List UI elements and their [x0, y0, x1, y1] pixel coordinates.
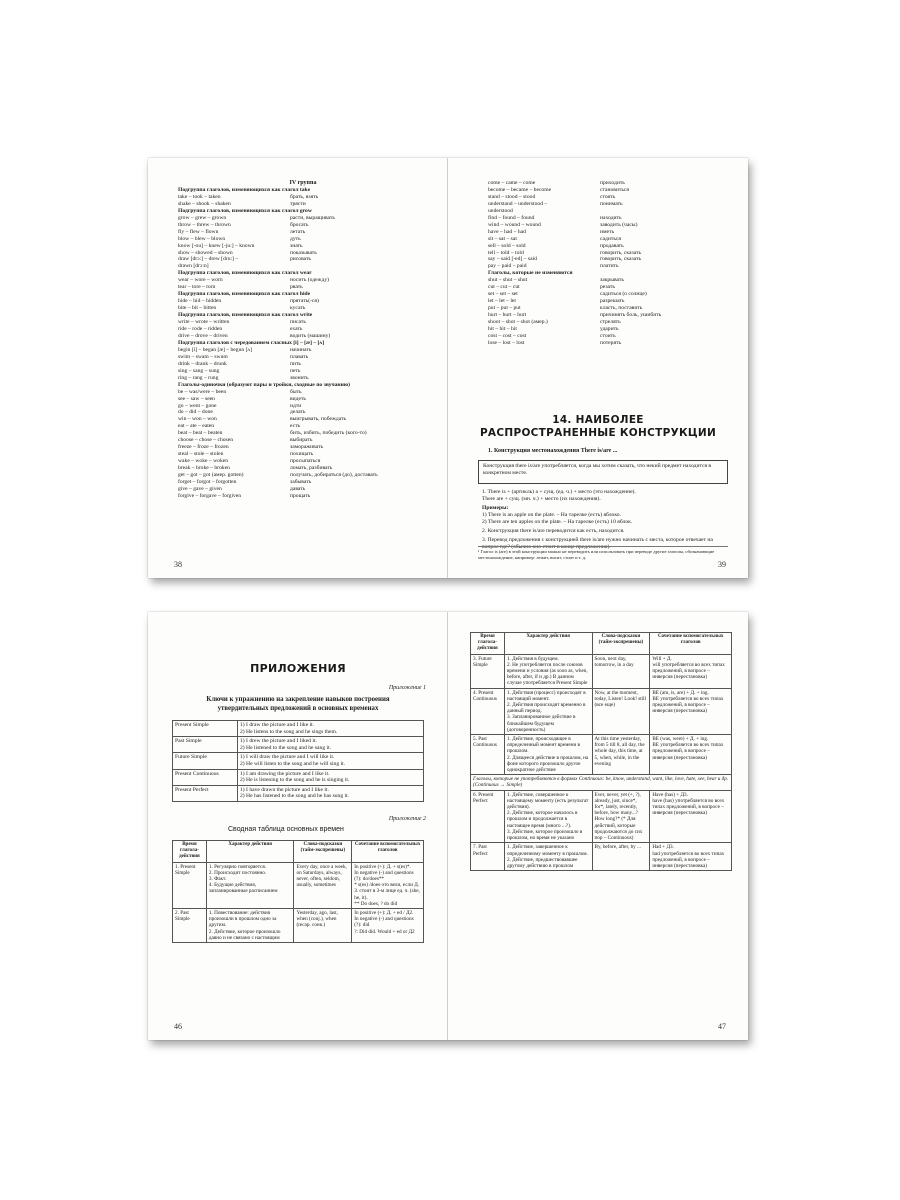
subgroup-heading: Глаголы-одиночки (образуют пары и тройки, сходные по звучанию) — [178, 381, 351, 388]
verb-translation: расти, выращивать — [290, 214, 335, 221]
verb-entry — [178, 458, 428, 465]
table-row — [173, 862, 424, 908]
key-sentence: 1) I drew the picture and I liked it. — [240, 738, 317, 745]
verb-forms: cut – cut – cut — [488, 284, 520, 291]
cell-hints: Now, at the moment, today, Listen! Look! still (все еще) — [592, 688, 650, 734]
verb-forms: beat – beat – beaten — [178, 430, 223, 437]
verb-entry — [488, 263, 738, 270]
verb-entry — [178, 430, 428, 437]
appendix-1-label: Приложение 1 — [388, 685, 426, 691]
cell-tense: 6. Present Perfect — [471, 790, 505, 843]
rule-box: Конструкция there is/are употребляется, когда мы хотим сказать, что некий предмет находится в конкретном месте. — [478, 460, 728, 484]
verb-entry — [488, 284, 738, 291]
verb-forms: tell – told – told — [488, 249, 524, 256]
column-header: Сочетание вспомогательных глаголов — [650, 633, 732, 655]
key-tense: Present Simple — [173, 721, 238, 737]
verb-forms: be – was/were – been — [178, 388, 227, 395]
key-sentences — [238, 737, 424, 753]
verb-translation: водить (машину) — [290, 332, 331, 339]
cell-aux: Will + Д. will употребляется во всех типах предложений, в вопросе – инверсия (перестановка) — [650, 654, 732, 688]
key-tense: Past Simple — [173, 737, 238, 753]
verb-entry — [178, 326, 428, 333]
verb-translation: видеть — [290, 395, 306, 402]
verb-entry — [488, 305, 738, 312]
key-row — [173, 769, 424, 785]
verb-entry — [178, 256, 428, 263]
key-sentences — [238, 785, 424, 801]
verb-entry — [488, 215, 738, 222]
verb-entry — [488, 187, 738, 194]
verb-forms: say – said [-ed] – said — [488, 256, 537, 263]
verb-entry — [178, 451, 428, 458]
full-width-note: Глаголы, которые не употребляются в формах Continuous: be, know, understand, want, like, love, hate, see, hear и др. (Continuous → Simple) — [471, 775, 732, 790]
verb-forms: take – took – taken — [178, 193, 221, 200]
verb-entry — [178, 333, 428, 340]
verb-translation: выбирать — [290, 437, 313, 444]
verb-entry — [488, 319, 738, 326]
verb-translation: прятать(-ся) — [290, 298, 319, 305]
cell-tense: 2. Past Simple — [173, 909, 207, 943]
cell-aux: BE (was, were) + Д. + ing. BE употребляется во всех типах предложений, в вопросе – инверсия (перестановка) — [650, 735, 732, 775]
verb-entry — [178, 389, 428, 396]
example-line: 1) There is an apple on the plate. – На тарелке (есть) яблоко. — [482, 512, 621, 518]
verb-translation: рвать — [290, 284, 303, 291]
cell-nature: 1. Действия (процесс) происходят в настоящий момент. 2. Действия происходят временно в данный период. 3. Запланированное действие в ближайшем будущем (договоренность) — [504, 688, 592, 734]
verb-entry — [178, 263, 428, 270]
verb-entry — [488, 256, 738, 263]
verb-entry — [488, 222, 738, 229]
page-number: 38 — [174, 560, 182, 569]
verb-translation: идти — [290, 402, 302, 409]
book-spread-2 — [148, 612, 748, 1040]
verb-forms: draw [drɔ:] – drew [dru:] – — [178, 256, 239, 263]
verb-entry — [488, 291, 738, 298]
verb-entries — [488, 180, 738, 347]
verb-entry — [178, 222, 428, 229]
appendix-title: ПРИЛОЖЕНИЯ — [250, 662, 346, 675]
section-title — [478, 414, 718, 440]
cell-tense: 5. Past Continuous — [471, 735, 505, 775]
verb-forms: drink – drank – drunk — [178, 360, 227, 367]
verb-list-left — [178, 180, 428, 500]
verb-entry — [178, 284, 428, 291]
verb-translation: бросать — [290, 221, 309, 228]
verb-entry — [178, 201, 428, 208]
verb-forms: forget – forgot – forgotten — [178, 478, 237, 485]
verb-forms: put – put – put — [488, 305, 521, 312]
key-sentence: 1) I draw the picture and I like it. — [240, 722, 315, 728]
verb-forms: show – showed – shown — [178, 249, 233, 256]
verb-entry — [178, 493, 428, 500]
verb-translation: продавать — [600, 242, 624, 249]
verb-forms: come – came – come — [488, 180, 536, 186]
verb-translation: знать — [290, 242, 303, 249]
verb-translation: похищать — [290, 451, 314, 458]
verb-entry — [178, 215, 428, 222]
cell-nature: 1. Регулярно повторяется. 2. Происходит постоянно. 3. Факт. 4. Будущие действия, запланированные расписанием — [206, 862, 294, 908]
cell-aux: Have (has) + Д3. have (has) употребляется во всех типах предложений, в вопросе – инверсия (перестановка) — [650, 790, 732, 843]
verb-translation: ломать, разбивать — [290, 465, 333, 472]
key-sentences — [238, 769, 424, 785]
verb-translation: понимать — [600, 200, 623, 207]
key-sentences — [238, 721, 424, 737]
key-sentence: 2) He has listened to the song and he has sung it. — [240, 793, 350, 800]
cell-tense: 3. Future Simple — [471, 654, 505, 688]
column-header: Слова-подсказки (тайм-экспрешены) — [294, 841, 352, 863]
verb-translation: ударить — [600, 326, 619, 333]
examples-label: Примеры: — [482, 505, 509, 511]
verb-entry — [178, 298, 428, 305]
column-header: Время глагола-действия — [173, 841, 207, 863]
cell-hints: Every day, once a week, on Saturdays, always, never, often, seldom, usually, sometimes — [294, 862, 352, 908]
key-sentence: 1) I am drawing the picture and I like it. — [240, 770, 330, 777]
verb-translation: дуть — [290, 235, 301, 242]
cell-nature: 1. Действие, совершенное к настоящему моменту (есть результат действия). 2. Действие, которое началось в прошлом и продолжается в настоящее время (много ...?). 3. Действие, которое произошло в прошлом, но время не указано — [504, 790, 592, 843]
verb-forms: fly – flew – flown — [178, 228, 219, 235]
verb-forms: shake – shook – shaken — [178, 200, 231, 207]
key-tense: Future Simple — [173, 753, 238, 769]
verb-forms: see – saw – seen — [178, 395, 215, 402]
subheading: 1. Конструкция местонахождения There is/are ... — [488, 448, 618, 454]
example-line: 2) There are ten apples on the plate. – На тарелке (есть) 10 яблок. — [482, 519, 633, 525]
verb-entry — [488, 333, 738, 340]
table-row — [471, 843, 732, 871]
answer-key-table — [172, 720, 424, 802]
verb-translation: замораживать — [290, 444, 324, 451]
table-row — [471, 775, 732, 790]
verb-translation: стоить — [600, 332, 616, 339]
verb-translation: трясти — [290, 200, 306, 207]
group-title: IV группа — [289, 180, 317, 186]
verb-forms: sing – sang – sung — [178, 367, 220, 374]
subgroup-heading: Подгруппа глаголов, изменяющихся как глагол take — [178, 186, 311, 193]
verb-translation: платить — [600, 263, 619, 270]
verb-entry — [488, 201, 738, 208]
verb-entry — [178, 305, 428, 312]
footnote: ¹ Глагол is (are) в этой конструкции можно не переводить или использовать при переводе другие глаголы, обозначающие местонахождение, например: лежит, висит, стоит и т. д. — [478, 546, 728, 560]
verb-translation: плавать — [290, 353, 309, 360]
verb-forms: pay – paid – paid — [488, 263, 527, 270]
verb-entry — [488, 180, 738, 187]
cell-hints: Yesterday, ago, last, when (conj.), when (recap. сонк.) — [294, 909, 352, 943]
cell-aux: In positive (+): Д. + ed / Д2. In negative (-) and questions (?): did ?: Did did. Would + ed or Д2 — [352, 909, 424, 943]
verb-forms: win – won – won — [178, 416, 217, 423]
page-46 — [148, 612, 448, 1040]
verb-translation: получать, добираться (до), доставать — [290, 472, 378, 479]
rule-line: 1. There is + (артикль) a + сущ. (ед. ч.) + место (это нахождение). — [482, 489, 636, 495]
verb-entry — [178, 486, 428, 493]
verb-entry — [178, 409, 428, 416]
key-sentence: 1) I have drawn the picture and I like it. — [240, 786, 329, 793]
verb-entry — [178, 437, 428, 444]
verb-translation: прощать — [290, 492, 311, 499]
verb-translation: стоять — [600, 193, 616, 200]
verb-translation: стрелять — [600, 319, 621, 326]
verb-translation: приходить — [600, 180, 625, 186]
rule-line: There are + сущ. (мн. ч.) + место (их нахождения). — [482, 496, 601, 502]
verb-forms: sell – sold – sold — [488, 242, 526, 249]
page-38 — [148, 158, 448, 578]
book-spread-1 — [148, 158, 748, 578]
verb-forms: understand – understood – — [488, 200, 548, 207]
verb-translation: давать — [290, 485, 306, 492]
key-tense: Present Continuous — [173, 769, 238, 785]
subgroup-heading: Подгруппа глаголов с чередованием гласных [i] – [æ] – [ʌ] — [178, 339, 325, 346]
verb-entry — [488, 208, 738, 215]
verb-translation: носить (одежду) — [290, 277, 329, 284]
verb-entry — [488, 243, 738, 250]
verb-entry — [488, 277, 738, 284]
verb-entry — [488, 236, 738, 243]
subgroup-heading: Глаголы, которые не изменяются — [488, 270, 573, 277]
verb-translation: звонить — [290, 374, 309, 381]
verb-forms: hurt – hurt – hurt — [488, 312, 527, 319]
table-row — [471, 735, 732, 775]
table-row — [173, 909, 424, 943]
key-sentences — [238, 753, 424, 769]
verb-forms: swim – swam – swum — [178, 353, 228, 360]
verb-translation: потерять — [600, 339, 622, 346]
verb-translation: становиться — [600, 186, 629, 193]
verb-entry — [178, 368, 428, 375]
key-sentence: 1) I will draw the picture and I will like it. — [240, 754, 335, 761]
verb-entry — [178, 472, 428, 479]
subgroup-heading: Подгруппа глаголов, изменяющихся как глагол write — [178, 312, 313, 319]
verb-translation: закрывать — [600, 277, 624, 284]
cell-nature: 1. Действие, завершенное к определенному моменту в прошлом. 2. Действие, предшествовавшее другому действию в прошлом — [504, 843, 592, 871]
summary-caption: Сводная таблица основных времен — [228, 826, 344, 833]
tense-summary-table — [172, 840, 424, 943]
key-row — [173, 737, 424, 753]
cell-nature: 1. Действие, происходящее в определенный момент времени в прошлом. 2. Длящееся действие в прошлом, на фоне которого произошло другое однократное действие — [504, 735, 592, 775]
cell-aux: BE (am, is, are) + Д. + ing. BE употребляется во всех типах предложений, в вопросе – инверсия (перестановка) — [650, 688, 732, 734]
verb-forms: give – gave – given — [178, 485, 222, 492]
cell-aux: Had + Д3. had употребляется во всех типах предложений, в вопросе – инверсия (перестановка) — [650, 843, 732, 871]
verb-forms: stand – stood – stood — [488, 193, 536, 200]
verb-forms: become – became – become — [488, 186, 552, 193]
appendix-1-title: Ключи к упражнению на закрепление навыков построения утвердительных предложений в основных временах — [206, 696, 390, 712]
page-number: 46 — [174, 1022, 182, 1031]
page-number: 39 — [718, 560, 726, 569]
page-39 — [448, 158, 748, 578]
verb-forms: shut – shut – shut — [488, 277, 528, 284]
verb-forms: lose – lost – lost — [488, 339, 525, 346]
verb-entry — [178, 354, 428, 361]
verb-translation: говорить, сказать — [600, 256, 642, 263]
verb-entry — [488, 298, 738, 305]
verb-entry — [488, 340, 738, 347]
verb-entry — [178, 416, 428, 423]
verb-translation: класть, поставить — [600, 305, 643, 312]
verb-entry — [488, 312, 738, 319]
verb-translation: забывать — [290, 478, 312, 485]
verb-forms: break – broke – broken — [178, 465, 230, 472]
verb-translation: просыпаться — [290, 458, 321, 465]
verb-translation: говорить, сказать — [600, 249, 642, 256]
column-header: Слова-подсказки (тайм-экспрешены) — [592, 633, 650, 655]
verb-translation: разрешать — [600, 298, 625, 305]
verb-forms: wake – woke – woken — [178, 458, 229, 465]
section-title-line-2: РАСПРОСТРАНЕННЫЕ КОНСТРУКЦИИ — [479, 427, 717, 439]
verb-entry — [178, 396, 428, 403]
verb-entry — [178, 444, 428, 451]
verb-forms: drawn [drɔ:n] — [178, 263, 209, 270]
verb-entry — [178, 277, 428, 284]
cell-tense: 7. Past Perfect — [471, 843, 505, 871]
subgroup-heading: Подгруппа глаголов, изменяющихся как глагол hide — [178, 291, 311, 298]
verb-forms: understood — [488, 207, 513, 214]
verb-forms: throw – threw – thrown — [178, 221, 231, 228]
rule-line: 3. Перевод предложения с конструкцией there is/are нужно начинать с места, которое отвечает на вопрос где? (обычно оно стоит в конце предложения). — [482, 537, 713, 550]
cell-aux: In positive (+): Д. + s(es)*. In negative (-) and questions (?): do/does** * s(es) /does-это вели, если Д. З. стоит в 3-м лице ед. ч. (she, he, it). ** Do does, ? do did — [352, 862, 424, 908]
key-row — [173, 753, 424, 769]
verb-entry — [178, 194, 428, 201]
rules-block — [482, 489, 728, 551]
page-number: 47 — [718, 1022, 726, 1031]
subgroup-heading: Подгруппа глаголов, изменяющихся как глагол grow — [178, 207, 312, 214]
verb-forms: find – found – found — [488, 214, 535, 221]
verb-translation: делать — [290, 409, 306, 416]
cell-hints: At this time yesterday, from 5 till 8, all day, the whole day, this time, at 5, when, while, in the evening — [592, 735, 650, 775]
table-row — [471, 654, 732, 688]
verb-translation: иметь — [600, 228, 615, 235]
key-row — [173, 785, 424, 801]
verb-translation: петь — [290, 367, 301, 374]
column-header: Сочетание вспомогательных глаголов — [352, 841, 424, 863]
verb-entry — [178, 229, 428, 236]
verb-entry — [178, 236, 428, 243]
verb-entry — [178, 319, 428, 326]
column-header: Время глагола-действия — [471, 633, 505, 655]
verb-forms: ring – rang – rung — [178, 374, 219, 381]
cell-hints: By, before, after, by ... — [592, 843, 650, 871]
verb-entry — [178, 479, 428, 486]
verb-forms: do – did – done — [178, 409, 213, 416]
verb-entry — [488, 326, 738, 333]
key-row — [173, 721, 424, 737]
column-header: Характер действия — [504, 633, 592, 655]
cell-nature: 1. Повествование: действия произошли в прошлом одно за другим. 2. Действие, которое произошло давно и не связано с настоящим — [206, 909, 294, 943]
verb-forms: tear – tore – torn — [178, 284, 216, 291]
verb-forms: steal – stole – stolen — [178, 451, 224, 458]
verb-entry — [488, 229, 738, 236]
verb-forms: drive – drove – driven — [178, 332, 228, 339]
cell-hints: Soon, next day, tomorrow, in a day — [592, 654, 650, 688]
verb-forms: blow – blew – blown — [178, 235, 226, 242]
verb-translation: летать — [290, 228, 306, 235]
verb-forms: bite – bit – bitten — [178, 305, 217, 312]
verb-translation: быть — [290, 388, 302, 395]
verb-translation: писать — [290, 319, 306, 326]
verb-translation: ехать — [290, 326, 303, 333]
verb-entry — [488, 194, 738, 201]
verb-forms: freeze – froze – frozen — [178, 444, 229, 451]
verb-translation: есть — [290, 423, 301, 430]
key-sentence: 2) He is listening to the song and he is singing it. — [240, 777, 350, 784]
verb-entry — [178, 243, 428, 250]
tense-summary-table-continued — [470, 632, 732, 871]
verb-forms: get – got – got (амер. gotten) — [178, 472, 244, 479]
verb-forms: write – wrote – written — [178, 319, 230, 326]
key-sentence: 2) He listens to the song and he sings them. — [240, 728, 338, 735]
verb-forms: hit – hit – hit — [488, 326, 517, 333]
column-header: Характер действия — [206, 841, 294, 863]
verb-entry — [178, 465, 428, 472]
verb-forms: let – let – let — [488, 298, 516, 305]
verb-translation: садиться (о солнце) — [600, 291, 647, 298]
verb-translation — [290, 263, 380, 270]
verb-forms: forgive – forgave – forgiven — [178, 492, 242, 499]
verb-forms: go – went – gone — [178, 402, 217, 409]
verb-translation: заводить (часы) — [600, 221, 638, 228]
key-tense: Present Perfect — [173, 785, 238, 801]
verb-translation: причинять боль, ушибить — [600, 312, 662, 319]
key-sentence: 2) He listened to the song and he sang it. — [240, 744, 332, 751]
page-47 — [448, 612, 748, 1040]
verb-translation: садиться — [600, 235, 621, 242]
table-row — [471, 790, 732, 843]
table-row — [471, 688, 732, 734]
verb-translation: пить — [290, 360, 301, 367]
verb-forms: shoot – shot – shot (амер.) — [488, 319, 548, 326]
key-sentence: 2) He will listen to the song and he will sing it. — [240, 760, 346, 767]
verb-translation: выигрывать, побеждать — [290, 416, 347, 423]
verb-translation: кусать — [290, 305, 306, 312]
verb-forms: sit – sat – sat — [488, 235, 517, 242]
verb-translation: брать, взять — [290, 193, 319, 200]
verb-forms: have – had – had — [488, 228, 526, 235]
verb-forms: set – set – set — [488, 291, 518, 298]
verb-translation: показывать — [290, 249, 317, 256]
verb-forms: wear – wore – worn — [178, 277, 223, 284]
rule-line: 2. Конструкция there is/are переводится как есть, находится. — [482, 528, 625, 534]
verb-list-right — [488, 180, 738, 347]
verb-forms: eat – ate – eaten — [178, 423, 215, 430]
cell-hints: Ever, never, yet (+, ?), already, just, since*, for*, lately, recently, before, how many...? How long?* (* Для действий, которые продолжаются до сих пор – Continuous) — [592, 790, 650, 843]
verb-forms: hide – hid – hidden — [178, 298, 222, 305]
verb-forms: grow – grew – grown — [178, 214, 227, 221]
verb-translation: рисовать — [290, 256, 311, 263]
cell-tense: 1. Present Simple — [173, 862, 207, 908]
verb-forms: wind – wound – wound — [488, 221, 541, 228]
verb-entry — [178, 347, 428, 354]
verb-entry — [178, 361, 428, 368]
verb-entries — [178, 187, 428, 500]
verb-forms: know [-ou] – knew [-ju:] – known — [178, 242, 255, 249]
verb-translation: резать — [600, 284, 615, 291]
verb-translation — [600, 208, 690, 215]
section-title-line-1: 14. НАИБОЛЕЕ — [552, 414, 644, 426]
verb-forms: ride – rode – ridden — [178, 326, 223, 333]
verb-forms: choose – chose – chosen — [178, 437, 233, 444]
verb-entry — [178, 423, 428, 430]
verb-translation: бить, избить, победить (кого-то) — [290, 430, 367, 437]
subgroup-heading: Подгруппа глаголов, изменяющихся как глагол wear — [178, 270, 312, 277]
verb-entry — [178, 375, 428, 382]
verb-forms: begin [i] – began [æ] – begun [ʌ] — [178, 346, 253, 353]
verb-entry — [178, 250, 428, 257]
verb-translation: начинать — [290, 346, 312, 353]
verb-forms: cost – cost – cost — [488, 332, 527, 339]
verb-entry — [488, 250, 738, 257]
verb-translation: находить — [600, 214, 622, 221]
appendix-2-label: Приложение 2 — [388, 816, 426, 822]
cell-nature: 1. Действия в будущем. 2. Не употребляется после союзов времени и условия (as soon as, when, before, after, if и др.) В данном случае употребляется Present Simple — [504, 654, 592, 688]
cell-tense: 4. Present Continuous — [471, 688, 505, 734]
verb-entry — [178, 403, 428, 410]
